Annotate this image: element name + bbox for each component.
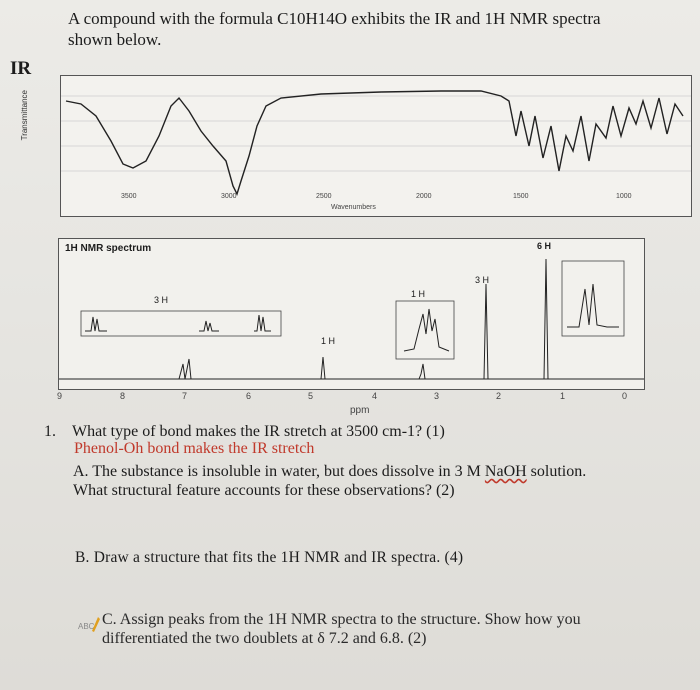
nmr-spectrum bbox=[58, 238, 645, 390]
ir-label: IR bbox=[10, 58, 32, 79]
intro-text bbox=[68, 8, 678, 50]
question-a bbox=[73, 462, 693, 500]
nmr-title: 1H NMR spectrum bbox=[65, 243, 152, 254]
nmr-tick: 6 bbox=[246, 391, 252, 401]
intro-line-1: A compound with the formula C10H14O exhibits the IR and 1H NMR spectra bbox=[68, 9, 601, 28]
nmr-tick: 2 bbox=[496, 391, 502, 401]
question-a-line-1: A. The substance is insoluble in water, but does dissolve in 3 M NaOH solution. bbox=[73, 463, 587, 480]
question-c-line-1: C. Assign peaks from the 1H NMR spectra to the structure. Show how you bbox=[102, 611, 581, 628]
naoh-spellcheck: NaOH bbox=[484, 463, 527, 480]
question-c-line-2: differentiated the two doublets at δ 7.2 and 6.8. (2) bbox=[102, 630, 427, 647]
question-1-answer: Phenol-Oh bond makes the IR stretch bbox=[74, 440, 315, 457]
nmr-peak-label: 1 H bbox=[411, 289, 426, 299]
nmr-tick: 1 bbox=[560, 391, 566, 401]
nmr-tick: 8 bbox=[120, 391, 126, 401]
spellcheck-icon[interactable] bbox=[78, 613, 102, 635]
ir-spectrum-plot bbox=[61, 76, 691, 216]
nmr-peak-label: 1 H bbox=[321, 336, 336, 346]
question-1-text: What type of bond makes the IR stretch at 3500 cm-1? (1) bbox=[72, 423, 445, 440]
nmr-peak-label: 6 H bbox=[537, 241, 552, 251]
svg-text:ABC: ABC bbox=[78, 622, 95, 631]
nmr-peak-label: 3 H bbox=[154, 295, 169, 305]
question-b: B. Draw a structure that fits the 1H NMR and IR spectra. (4) bbox=[75, 549, 464, 566]
nmr-x-label: ppm bbox=[350, 405, 370, 416]
question-a-line-2: What structural feature accounts for these observations? (2) bbox=[73, 482, 455, 499]
ir-tick-3: 2000 bbox=[416, 193, 432, 200]
ir-tick-0: 3500 bbox=[121, 193, 137, 200]
ir-spectrum bbox=[60, 75, 692, 217]
nmr-tick: 0 bbox=[622, 391, 628, 401]
ir-trace bbox=[66, 91, 683, 194]
intro-line-2: shown below. bbox=[68, 30, 162, 49]
ir-tick-5: 1000 bbox=[616, 193, 632, 200]
nmr-peak-label: 3 H bbox=[475, 275, 490, 285]
ir-x-label: Wavenumbers bbox=[331, 204, 376, 211]
ir-tick-1: 3000 bbox=[221, 193, 237, 200]
nmr-tick: 9 bbox=[57, 391, 63, 401]
question-1 bbox=[44, 422, 684, 441]
nmr-tick: 4 bbox=[372, 391, 378, 401]
nmr-tick: 5 bbox=[308, 391, 314, 401]
nmr-tick: 3 bbox=[434, 391, 440, 401]
nmr-tick: 7 bbox=[182, 391, 188, 401]
ir-tick-2: 2500 bbox=[316, 193, 332, 200]
question-c bbox=[102, 610, 662, 648]
nmr-spectrum-plot bbox=[59, 239, 644, 389]
question-1-number: 1. bbox=[44, 423, 56, 440]
ir-tick-4: 1500 bbox=[513, 193, 529, 200]
ir-axis-label: Transmittance bbox=[20, 90, 29, 141]
